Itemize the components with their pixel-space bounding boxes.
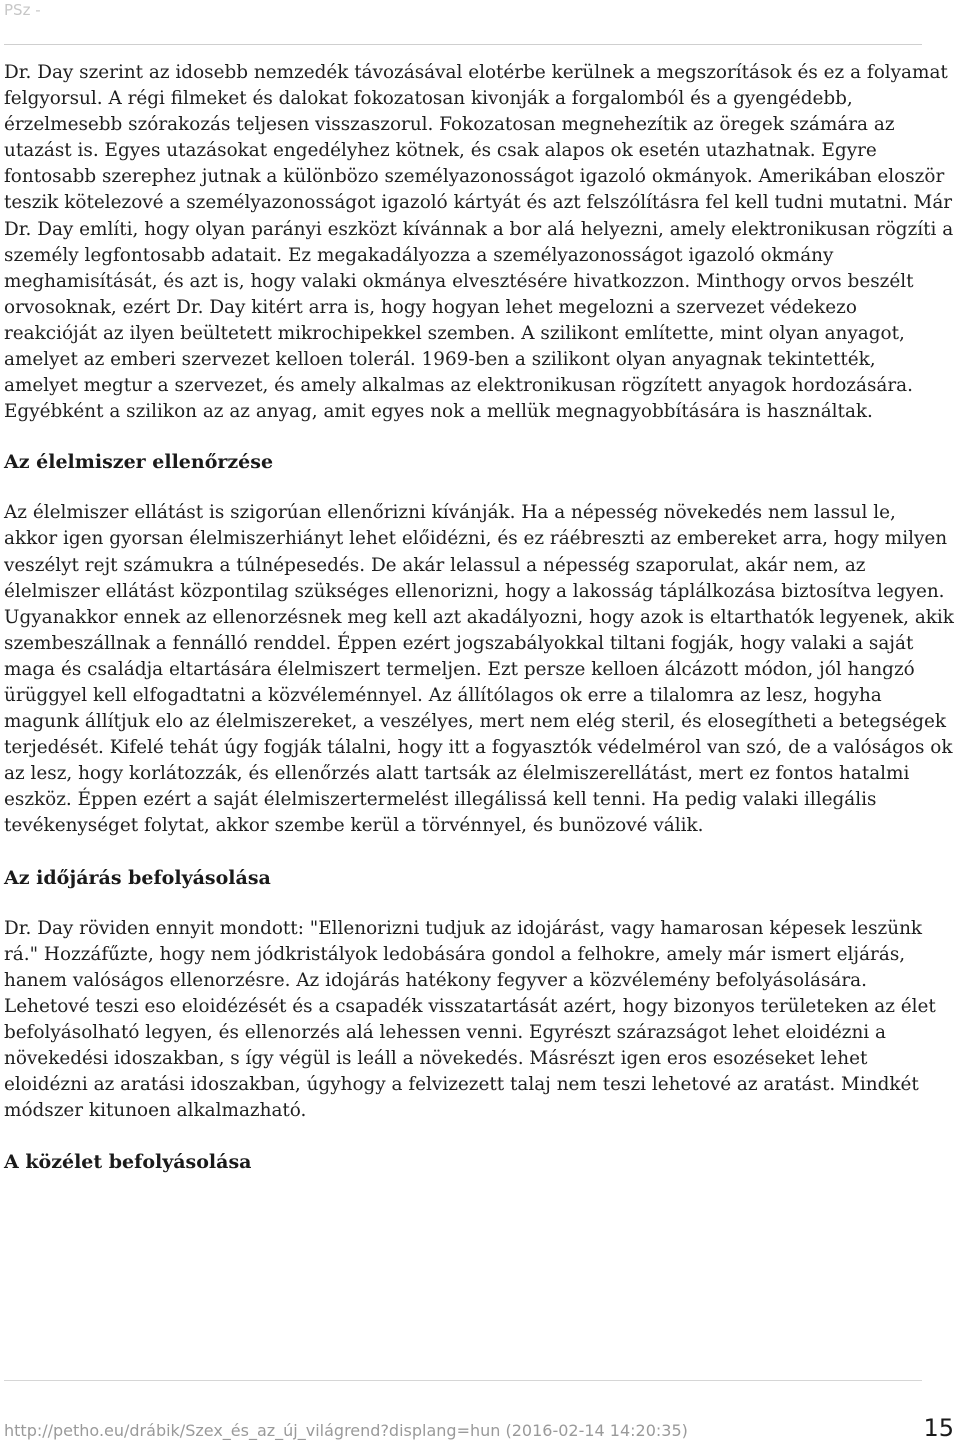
footer-divider <box>4 1380 922 1381</box>
header-divider <box>4 44 922 45</box>
food-control-paragraph: Az élelmiszer ellátást is szigorúan ellenőrizni kívánják. Ha a népesség növekedés nem lassul le, akkor igen gyorsan élelmiszerhiányt lehet előidézni, és ez ráébreszti az embereket arra, hogy milyen veszélyt rejt számukra a túlnépesedés. De akár lelassul a népesség szaporulat, akár nem, az élelmiszer ellátást központilag szükséges ellenorizni, hogy a lakosság táplálkozása biztosítva legyen. Ugyanakkor ennek az ellenorzésnek meg kell azt akadályozni, hogy azok is eltarthatók legyenek, akik szembeszállnak a fennálló renddel. Éppen ezért jogszabályokkal tiltani fogják, hogy valaki a saját maga és családja eltartására élelmiszert termeljen. Ezt persze kelloen álcázott módon, jól hangzó ürüggyel kell elfogadtatni a közvéleménnyel. Az állítólagos ok erre a tilalomra az lesz, hogyha magunk állítjuk elo az élelmiszereket, a veszélyes, mert nem elég steril, és elosegítheti a betegségek terjedését. Kifelé tehát úgy fogják tálalni, hogy itt a fogyasztók védelmérol van szó, de a valóságos ok az lesz, hogy korlátozzák, és ellenőrzés alatt tartsák az élelmiszerellátást, mert ez fontos hatalmi eszköz. Éppen ezért a saját élelmiszertermelést illegálissá kell tenni. Ha pedig valaki illegális tevékenységet folytat, akkor szembe kerül a törvénnyel, és bunözové válik. <box>4 502 954 837</box>
page-header-title: PSz - <box>4 1 41 19</box>
section-heading-weather-control: Az időjárás befolyásolása <box>4 866 271 889</box>
document-body <box>4 60 954 1175</box>
footer-source-url: http://petho.eu/drábik/Szex_és_az_új_világrend?displang=hun (2016-02-14 14:20:35) <box>4 1421 688 1440</box>
section-heading-food-control: Az élelmiszer ellenőrzése <box>4 451 274 474</box>
weather-control-paragraph: Dr. Day röviden ennyit mondott: "Ellenorizni tudjuk az idojárást, vagy hamarosan képesek leszünk rá." Hozzáfűzte, hogy nem jódkristályok ledobására gondol a felhokre, amely már ismert eljárás, hanem valóságos ellenorzésre. Az idojárás hatékony fegyver a közvélemény befolyásolására. Lehetové teszi eso eloidézését és a csapadék visszatartását azért, hogy bizonyos területeken az élet befolyásolható legyen, és ellenorzés alá lehessen venni. Egyrészt szárazságot lehet eloidézni a növekedési idoszakban, s így végül is leáll a növekedés. Másrészt igen eros esozéseket lehet eloidézni az aratási idoszakban, úgyhogy a felvizezett talaj nem teszi lehetové az aratást. Mindkét módszer kitunoen alkalmazható. <box>4 917 936 1122</box>
intro-paragraph: Dr. Day szerint az idosebb nemzedék távozásával elotérbe kerülnek a megszorítások és ez a folyamat felgyorsul. A régi filmeket és dalokat fokozatosan kivonják a forgalomból és a gyengédebb, érzelmesebb szórakozás teljesen visszaszorul. Fokozatosan megnehezítik az öregek számára az utazást is. Egyes utazásokat engedélyhez kötnek, és csak alapos ok esetén utazhatnak. Egyre fontosabb szerephez jutnak a különbözo személyazonosságot igazoló okmányok. Amerikában eloször teszik kötelezové a személyazonosságot igazoló kártyát és azt felszólításra fel kell tudni mutatni. Már Dr. Day említi, hogy olyan parányi eszközt kívánnak a bor alá helyezni, amely elektronikusan rögzíti a személy legfontosabb adatait. Ez megakadályozza a személyazonosságot igazoló okmány meghamisítását, és azt is, hogy valaki okmánya elvesztésére hivatkozzon. Minthogy orvos beszélt orvosoknak, ezért Dr. Day kitért arra is, hogy hogyan lehet megelozni a szervezet védekezo reakcióját az ilyen beültetett mikrochipekkel szemben. A szilikont említette, mint olyan anyagot, amelyet az emberi szervezet kelloen tolerál. 1969-ben a szilikont olyan anyagnak tekintették, amelyet megtur a szervezet, és amely alkalmas az elektronikusan rögzített anyagok hordozására. Egyébként a szilikon az az anyag, amit egyes nok a mellük megnagyobbítására is használtak. <box>4 62 954 423</box>
section-heading-public-life: A közélet befolyásolása <box>4 1151 252 1174</box>
page-number: 15 <box>923 1414 954 1442</box>
